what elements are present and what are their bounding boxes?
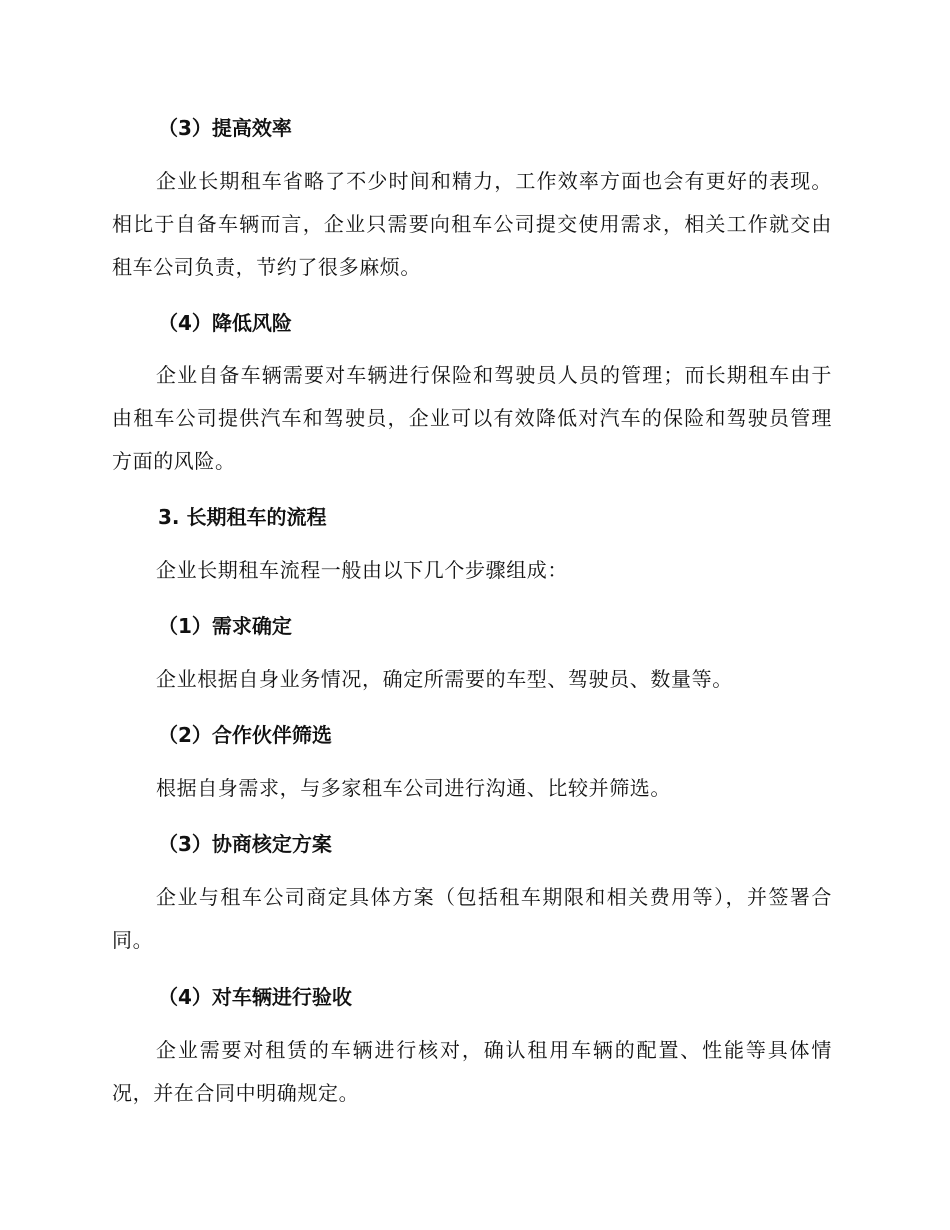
step-paragraph-4: 企业需要对租赁的车辆进行核对，确认租用车辆的配置、性能等具体情况，并在合同中明确规定。 <box>112 1038 832 1105</box>
step-paragraph-2: 根据自身需求，与多家租车公司进行沟通、比较并筛选。 <box>156 776 671 800</box>
chapter-heading-rental-process: 3. 长期租车的流程 <box>158 505 327 529</box>
step-paragraph-3: 企业与租车公司商定具体方案（包括租车期限和相关费用等），并签署合同。 <box>112 885 832 952</box>
paragraph-improve-efficiency: 企业长期租车省略了不少时间和精力，工作效率方面也会有更好的表现。相比于自备车辆而言，企业只需要向租车公司提交使用需求，相关工作就交由租车公司负责，节约了很多麻烦。 <box>112 169 832 279</box>
paragraph-reduce-risk: 企业自备车辆需要对车辆进行保险和驾驶员人员的管理；而长期租车由于由租车公司提供汽车和驾驶员，企业可以有效降低对汽车的保险和驾驶员管理方面的风险。 <box>112 363 832 473</box>
step-paragraph-1: 企业根据自身业务情况，确定所需要的车型、驾驶员、数量等。 <box>156 667 733 691</box>
step-heading-4: （4）对车辆进行验收 <box>158 985 352 1009</box>
step-heading-1: （1）需求确定 <box>158 614 292 638</box>
step-heading-3: （3）协商核定方案 <box>158 832 332 856</box>
step-heading-2: （2）合作伙伴筛选 <box>158 723 332 747</box>
section-heading-reduce-risk: （4）降低风险 <box>158 311 292 335</box>
paragraph-process-intro: 企业长期租车流程一般由以下几个步骤组成： <box>156 558 568 582</box>
section-heading-improve-efficiency: （3）提高效率 <box>158 116 292 140</box>
